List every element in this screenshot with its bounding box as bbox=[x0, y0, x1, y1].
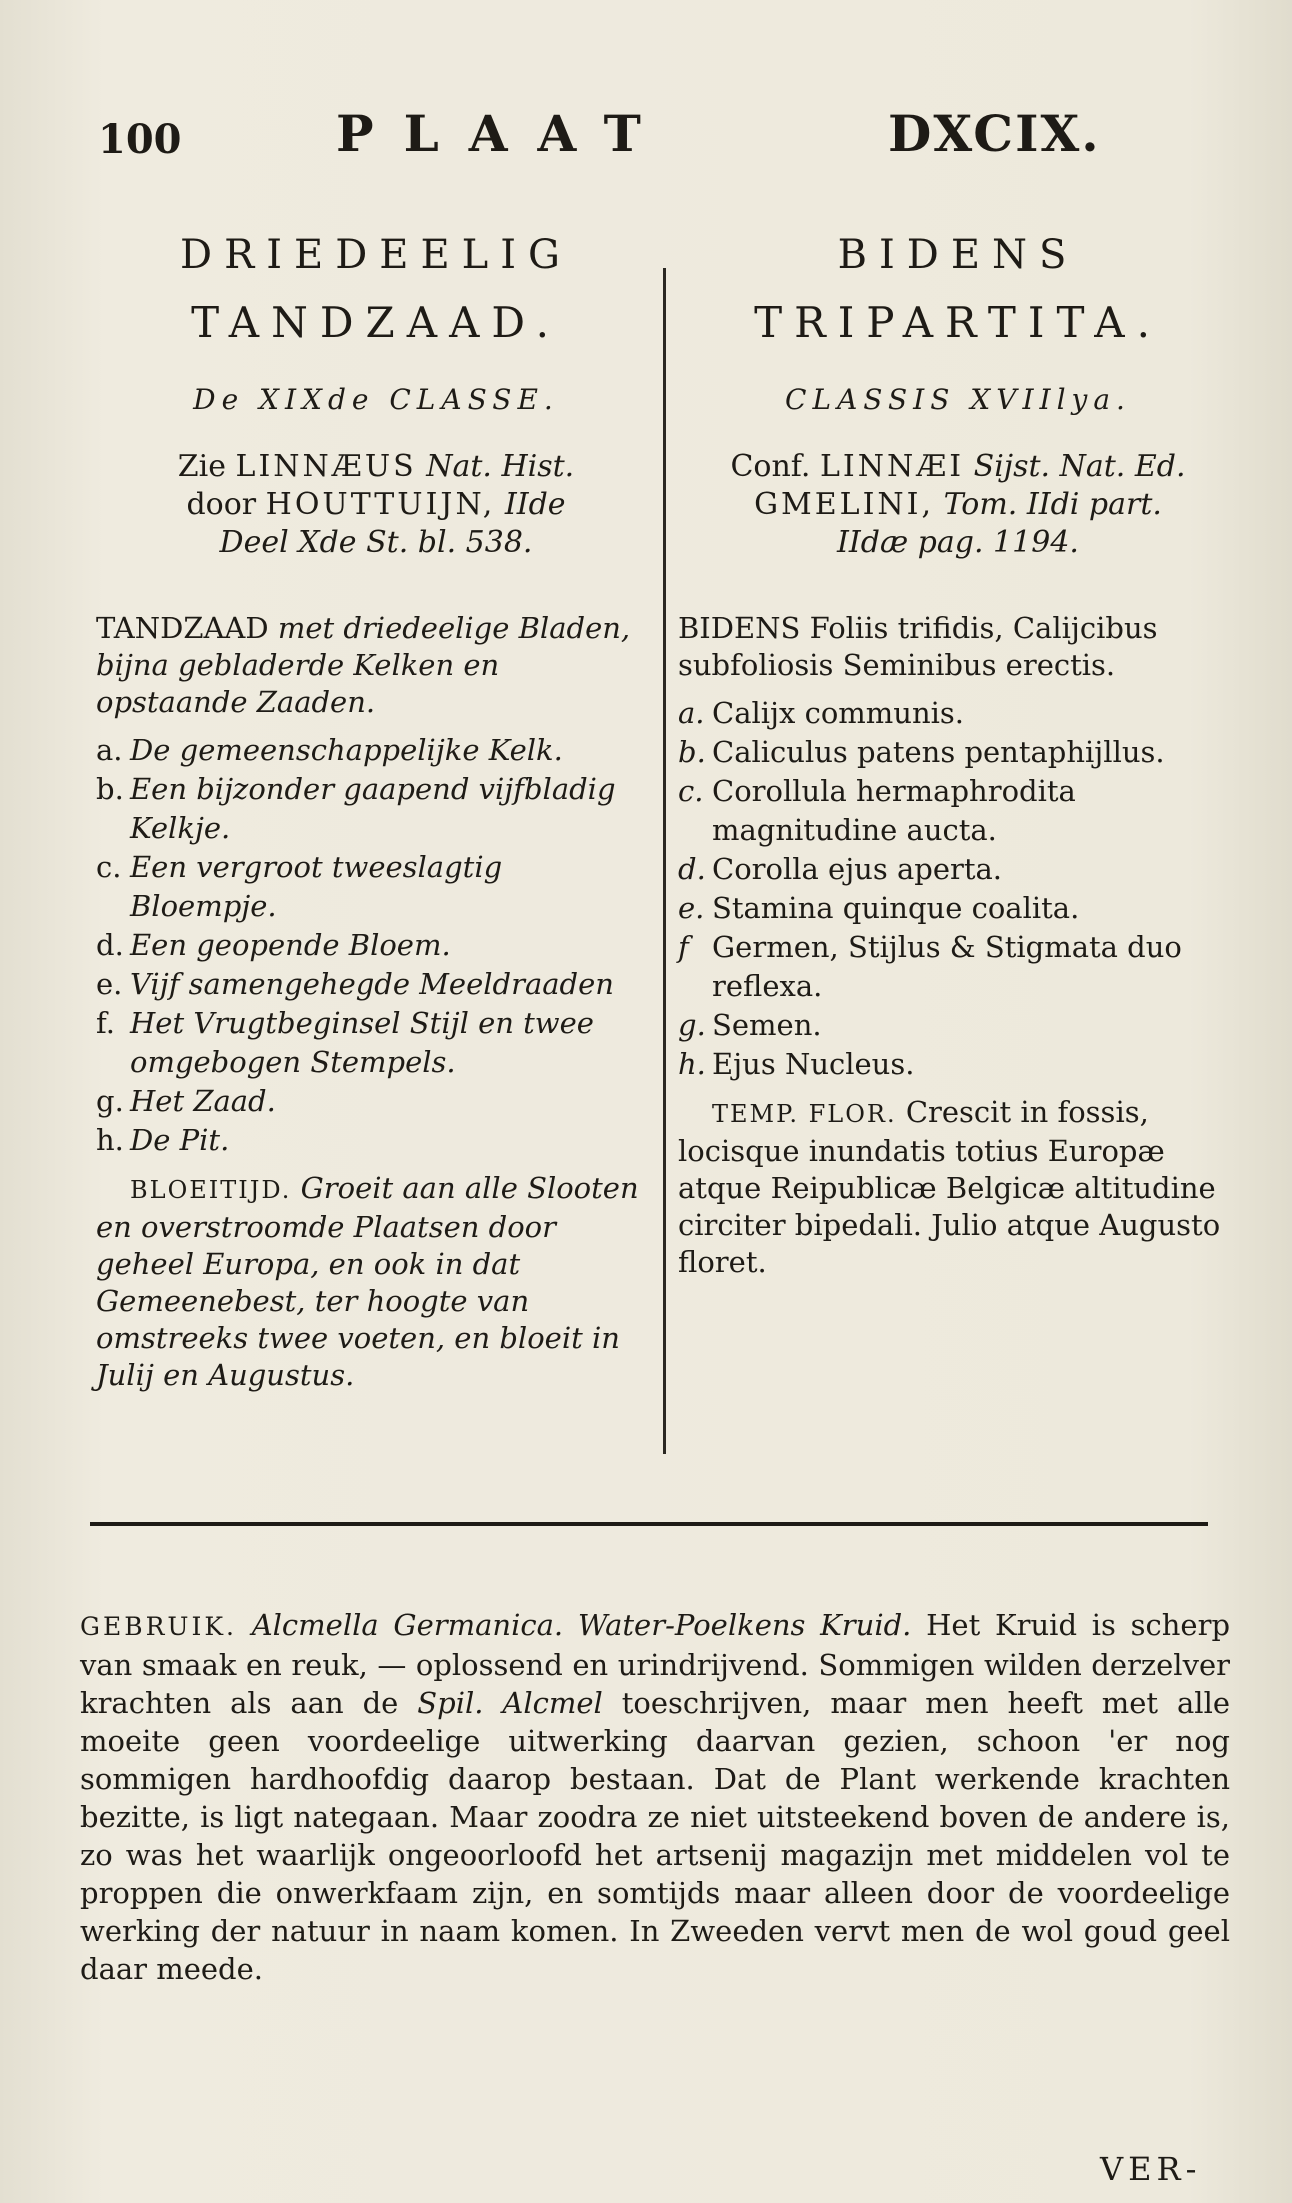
column-divider bbox=[663, 268, 666, 1454]
ref-conf: Conf. bbox=[730, 449, 811, 484]
latin-figure-list bbox=[678, 694, 1238, 1084]
list-item bbox=[678, 850, 1238, 889]
plaat-label: PLAAT bbox=[336, 104, 671, 163]
plate-number: DXCIX. bbox=[888, 104, 1101, 163]
item-letter: h. bbox=[96, 1123, 124, 1157]
item-text: Een vergroot tweeslagtig Bloempje. bbox=[130, 850, 503, 923]
item-text: De gemeenschappelijke Kelk. bbox=[130, 733, 563, 767]
ref-rest1: Sijst. Nat. Ed. bbox=[973, 449, 1186, 484]
gebruik-name1: Alcmella Germanica. bbox=[251, 1608, 564, 1642]
gebruik-text2: toeschrijven, maar men heeft met alle moeite geen voordeelige uitwerking daarvan gezien, schoon 'er nog sommigen hardhoofdig daarop bestaan. Dat de Plant werkende krachten bezitte, is ligt nategaan. Maar zoodra ze niet uitsteekend boven de andere is, zo was het waarlijk ongeoorloofd het artsenij magazijn met middelen vol te proppen die onwerkfaam zijn, en somtijds maar alleen door de voordeelige werking der natuur in naam komen. In Zweeden vervt men de wol goud geel daar meede. bbox=[80, 1686, 1231, 1986]
ref-translator: HOUTTUIJN, bbox=[265, 487, 496, 522]
horizontal-rule bbox=[90, 1522, 1208, 1526]
list-item bbox=[96, 1004, 656, 1082]
dutch-figure-list bbox=[96, 731, 656, 1160]
item-letter: f bbox=[678, 930, 689, 964]
latin-classis: CLASSIS XVIIlya. bbox=[785, 383, 1131, 416]
latin-title-line2: TRIPARTITA. bbox=[754, 298, 1162, 347]
item-text: Germen, Stijlus & Stigmata duo reflexa. bbox=[712, 930, 1182, 1003]
list-item bbox=[678, 889, 1238, 928]
list-item bbox=[96, 926, 656, 965]
gebruik-name2: Water-Poelkens Kruid. bbox=[577, 1608, 912, 1642]
page-number: 100 bbox=[98, 116, 182, 163]
item-text: Vijf samengehegde Meeldraaden bbox=[130, 967, 614, 1001]
list-item bbox=[678, 694, 1238, 733]
latin-title-line1: BIDENS bbox=[837, 232, 1079, 278]
gebruik-lead: GEBRUIK. bbox=[80, 1612, 237, 1641]
catchword: VER- bbox=[1100, 2150, 1202, 2188]
list-item bbox=[96, 1121, 656, 1160]
item-letter: d. bbox=[96, 928, 124, 962]
list-item bbox=[96, 731, 656, 770]
ref-rest2: Tom. IIdi part. bbox=[943, 487, 1162, 522]
item-letter: c. bbox=[678, 774, 704, 808]
item-letter: g. bbox=[678, 1008, 706, 1042]
latin-description bbox=[678, 610, 1238, 684]
latin-flowering bbox=[678, 1094, 1238, 1281]
ref-author: LINNÆI bbox=[819, 449, 965, 484]
item-text: Stamina quinque coalita. bbox=[712, 891, 1080, 925]
item-letter: f. bbox=[96, 1006, 115, 1040]
ref-rest2: IIde bbox=[504, 487, 566, 522]
desc-text: Foliis trifidis, Calijcibus subfoliosis Seminibus erectis. bbox=[678, 611, 1158, 682]
item-letter: a. bbox=[678, 696, 705, 730]
item-text: De Pit. bbox=[130, 1123, 230, 1157]
list-item bbox=[96, 1082, 656, 1121]
item-text: Corollula hermaphrodita magnitudine aucta. bbox=[712, 774, 1076, 847]
dutch-title-line1: DRIEDEELIG bbox=[180, 232, 572, 278]
desc-lead: BIDENS bbox=[678, 611, 801, 645]
item-text: Een bijzonder gaapend vijfbladig Kelkje. bbox=[130, 772, 616, 845]
ref-door: door bbox=[186, 487, 257, 522]
item-letter: g. bbox=[96, 1084, 124, 1118]
latin-reference bbox=[678, 448, 1238, 562]
ref-line3: IIdæ pag. 1194. bbox=[837, 525, 1079, 560]
list-item bbox=[678, 1045, 1238, 1084]
gebruik-text1: Het Kruid is scherp van smaak en reuk, — oplossend en urindrijvend. Sommigen wilden derzelver krachten als aan de bbox=[80, 1608, 1231, 1720]
item-text: Het Zaad. bbox=[130, 1084, 276, 1118]
list-item bbox=[678, 1006, 1238, 1045]
ref-author: LINNÆUS bbox=[235, 449, 417, 484]
item-letter: c. bbox=[96, 850, 122, 884]
list-item bbox=[678, 733, 1238, 772]
item-text: Calijx communis. bbox=[712, 696, 965, 730]
ref-editor: GMELINI, bbox=[754, 487, 935, 522]
item-letter: b. bbox=[678, 735, 706, 769]
dutch-column bbox=[96, 228, 656, 1394]
item-letter: d. bbox=[678, 852, 706, 886]
item-text: Ejus Nucleus. bbox=[712, 1047, 915, 1081]
item-letter: e. bbox=[96, 967, 123, 1001]
item-letter: h. bbox=[678, 1047, 706, 1081]
item-text: Semen. bbox=[712, 1008, 822, 1042]
ref-line3: Deel Xde St. bl. 538. bbox=[219, 525, 533, 560]
desc-text: met driedeelige Bladen, bijna gebladerde Kelken en opstaande Zaaden. bbox=[96, 611, 631, 719]
list-item bbox=[678, 772, 1238, 850]
gebruik-paragraph bbox=[80, 1606, 1230, 1988]
dutch-flowering bbox=[96, 1170, 656, 1394]
desc-lead: TANDZAAD bbox=[96, 611, 269, 645]
item-text: Een geopende Bloem. bbox=[130, 928, 451, 962]
dutch-title-line2: TANDZAAD. bbox=[191, 298, 561, 347]
bloei-lead: BLOEITIJD. bbox=[130, 1176, 292, 1204]
latin-column bbox=[678, 228, 1238, 1281]
gebruik-name3: Spil. Alcmel bbox=[417, 1686, 603, 1720]
item-letter: a. bbox=[96, 733, 123, 767]
list-item bbox=[96, 965, 656, 1004]
list-item bbox=[678, 928, 1238, 1006]
dutch-classe: De XIXde CLASSE. bbox=[193, 383, 559, 416]
item-text: Corolla ejus aperta. bbox=[712, 852, 1002, 886]
list-item bbox=[96, 848, 656, 926]
item-letter: b. bbox=[96, 772, 124, 806]
item-text: Caliculus patens pentaphijllus. bbox=[712, 735, 1165, 769]
ref-rest1: Nat. Hist. bbox=[426, 449, 575, 484]
item-letter: e. bbox=[678, 891, 705, 925]
temp-lead: TEMP. FLOR. bbox=[712, 1100, 897, 1128]
dutch-reference bbox=[96, 448, 656, 562]
ref-zie: Zie bbox=[177, 449, 226, 484]
item-text: Het Vrugtbeginsel Stijl en twee omgebogen Stempels. bbox=[130, 1006, 594, 1079]
temp-text: Crescit in fossis, locisque inundatis totius Europæ atque Reipublicæ Belgicæ altitudine circiter bipedali. Julio atque Augusto floret. bbox=[678, 1095, 1221, 1279]
list-item bbox=[96, 770, 656, 848]
bloei-text: Groeit aan alle Slooten en overstroomde Plaatsen door geheel Europa, en ook in dat Gemeenebest, ter hoogte van omstreeks twee voeten, en bloeit in Julij en Augustus. bbox=[96, 1171, 639, 1392]
dutch-description bbox=[96, 610, 656, 721]
